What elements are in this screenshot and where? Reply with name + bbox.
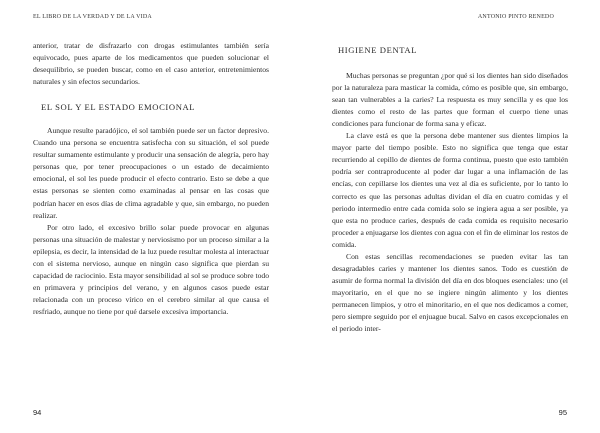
running-header-right: ANTONIO PINTO RENEDO xyxy=(477,14,554,20)
paragraph: Aunque resulte paradójico, el sol también puede ser un factor depresivo. Cuando una persona se encuentra satisfecha con su situación, el sol puede resultar sumamente estimulante y producir una sensación de alegría, pero hay personas que, por tener preocupaciones o un estado de decaimiento emocional, el sol les puede producir el efecto contrario. Esto se debe a que estas personas se sienten como examinadas al pensar en las cosas que podrían hacer en esos días de clima agradable y que, sin embargo, no pueden realizar. xyxy=(33,126,269,220)
paragraph: Por otro lado, el excesivo brillo solar puede provocar en algunas personas una situación de malestar y nerviosismo por un proceso similar a la epilepsia, es decir, la intensidad de la luz puede resultar molesta al interactuar con el sistema nervioso, aunque en ningún caso significa que pierdan su capacidad de raciocinio. Esta mayor sensibilidad al sol se produce sobre todo en primavera y principios del verano, y en algunos casos puede estar relacionada con un proceso vírico en el cerebro similar al que causa el resfriado, aunque no tiene por qué darsele excesiva importancia. xyxy=(33,222,269,316)
page-number-left: 94 xyxy=(33,408,42,417)
right-text-column xyxy=(332,44,568,335)
section-heading-sol: EL SOL Y EL ESTADO EMOCIONAL xyxy=(41,102,196,113)
paragraph: Con estas sencillas recomendaciones se pueden evitar las tan desagradables caries y mantener los dientes sanos. Todo es cuestión de asumir de forma normal la división del día en dos bloques esenciales: uno (el mayoritario, en el que no se ingiere ningún alimento y los dientes permanecen limpios, y otro el minoritario, en el que nos dedicamos a comer, pero siempre seguido por el enjuague bucal. Salvo en casos excepcionales en el periodo inter- xyxy=(332,251,568,334)
right-page xyxy=(300,0,600,433)
paragraph: La clave está es que la persona debe mantener sus dientes limpios la mayor parte del tiempo posible. Esto no significa que tenga que estar recurriendo al cepillo de dientes de forma continua, puesto que esto también podría ser contraproducente al poder dar lugar a una inflamación de las encías, con cepillarse los dientes una vez al día es suficiente, por lo tanto lo correcto es que las personas adultas dividan el día en cuatro comidas y el periodo intermedio entre cada comida solo se ingiera agua a ser posible, ya que esta no produce caries, después de cada comida es requisito necesario proceder a enjuagarse los dientes con agua con el fin de eliminar los restos de comida. xyxy=(332,131,568,249)
left-text-column xyxy=(33,40,269,318)
page-number-right: 95 xyxy=(558,408,567,417)
paragraph: anterior, tratar de disfrazarlo con drogas estimulantes también sería equivocado, pues aparte de los medicamentos que pueden solucionar el desequilibrio, se pueden buscar, como en el caso anterior, entretenimientos naturales y sin efectos secundarios. xyxy=(33,41,269,87)
running-header-left: EL LIBRO DE LA VERDAD Y DE LA VIDA xyxy=(33,14,152,20)
section-heading-higiene: HIGIENE DENTAL xyxy=(338,45,418,55)
paragraph: Muchas personas se preguntan ¿por qué si los dientes han sido diseñados por la naturaleza para masticar la comida, cómo es posible que, sin embargo, sean tan vulnerables a la caries? La respuesta es muy sencilla y es que los dientes como el resto de las partes que forman el cuerpo tiene unas condiciones para funcionar de forma sana y eficaz. xyxy=(332,71,568,129)
